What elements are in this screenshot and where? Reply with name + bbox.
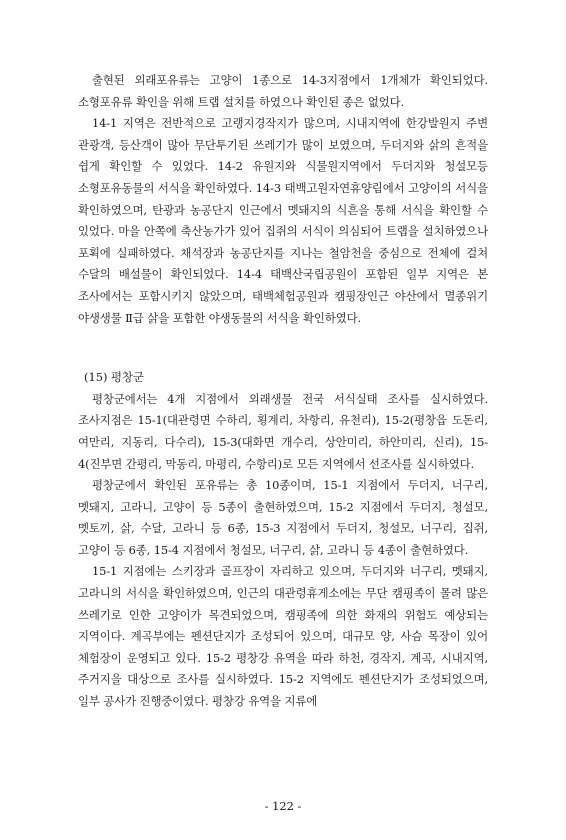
body-paragraph: 14-1 지역은 전반적으로 고랭지경작지가 많으며, 시내지역에 한강발원지 주변 관광객, 등산객이 많아 무단투기된 쓰레기가 많이 보였으며, 두더지와 삵의 흔적을 쉽게 확인할 수 있었다. 14-2 유원지와 식물원지역에서 두더지와 청설모등 소형포유동물의 서식을 확인하였다. 14-3 태백고원자연휴양림에서 고양이의 서식을 확인하였으며, 탄광과 농공단지 인근에서 멧돼지의 식흔을 통해 서식을 확인할 수 있었다. 마을 안쪽에 축산농가가 있어 집쥐의 서식이 의심되어 트랩을 설치하였으나 포획에 실패하였다. 채석장과 농공단지를 지나는 철암천을 중심으로 전체에 걸쳐 수달의 배설물이 확인되었다. 14-4 태백산국립공원이 포함된 일부 지역은 본 조사에서는 포함시키지 않았으며, 태백체험공원과 캠핑장인근 야산에서 멸종위기 야생생물 Ⅱ급 삵을 포함한 야생동물의 서식을 확인하였다.	[78, 116, 488, 325]
page-number: - 122 -	[264, 799, 302, 813]
body-paragraph: 평창군에서는 4개 지점에서 외래생물 전국 서식실태 조사를 실시하였다. 조사지점은 15-1(대관령면 수하리, 횡계리, 차항리, 유천리), 15-2(평창읍 도돈리, 여만리, 지동리, 다수리), 15-3(대화면 개수리, 상안미리, 하안미리, 신리), 15-4(진부면 간평리, 막동리, 마평리, 수항리)로 모든 지역에서 선조사를 실시하였다.	[78, 391, 488, 471]
body-paragraph: 15-1 지점에는 스키장과 골프장이 자리하고 있으며, 두더지와 너구리, 멧돼지, 고라니의 서식을 확인하였으며, 인근의 대관령휴게소에는 무단 캠핑족이 몰려 많은 쓰레기로 인한 고양이가 목견되었으며, 캠핑족에 의한 화재의 위험도 예상되는 지역이다. 계곡부에는 펜션단지가 조성되어 있으며, 대규모 양, 사슴 목장이 있어 체험장이 운영되고 있다. 15-2 평창강 유역을 따라 하천, 경작지, 계곡, 시내지역, 주거지을 대상으로 조사를 실시하였다. 15-2 지역에도 펜션단지가 조성되었으며, 일부 공사가 진행중이였다. 평창강 유역을 지류에	[78, 564, 488, 709]
body-paragraph: 평창군에서 확인된 포유류는 총 10종이며, 15-1 지점에서 두더지, 너구리, 멧돼지, 고라니, 고양이 등 5종이 출현하였으며, 15-2 지점에서 두더지, 청설모, 멧토끼, 삵, 수달, 고라니 등 6종, 15-3 지점에서 두더지, 청설모, 너구리, 집쥐, 고양이 등 6종, 15-4 지점에서 청설모, 너구리, 삵, 고라니 등 4종이 출현하였다.	[78, 478, 488, 557]
section-spacer	[78, 329, 488, 367]
body-paragraph: 출현된 외래포유류는 고양이 1종으로 14-3지점에서 1개체가 확인되었다. 소형포유류 확인을 위해 트랩 설치를 하였으나 확인된 종은 없었다.	[78, 73, 488, 109]
section-heading: (15) 평창군	[84, 370, 145, 385]
